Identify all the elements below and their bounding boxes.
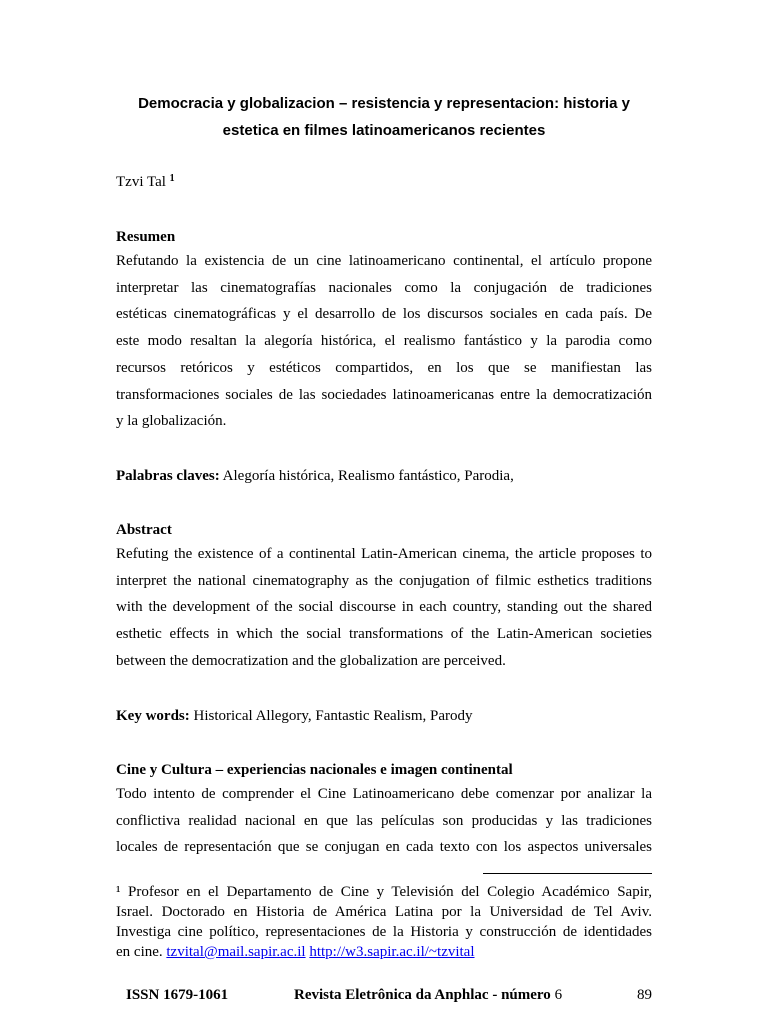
footer-issue-number: 6 xyxy=(550,987,563,1003)
body-line: conflictiva realidad nacional en que las películas son producidas y las tradiciones xyxy=(116,812,652,829)
resumen-line: Refutando la existencia de un cine latinoamericano continental, el artículo propone xyxy=(116,253,652,269)
body-line: Todo intento de comprender el Cine Latinoamericano debe comenzar por analizar la xyxy=(116,786,652,802)
title-line-2: estetica en filmes latinoamericanos recientes xyxy=(222,122,546,139)
article-title xyxy=(100,90,668,144)
footnote-line xyxy=(116,942,652,962)
resumen-section xyxy=(116,227,652,435)
resumen-paragraph xyxy=(116,248,652,435)
abstract-line: with the development of the social discourse in each country, standing out the shared xyxy=(116,599,652,616)
footnote xyxy=(116,882,652,962)
abstract-paragraph xyxy=(116,541,652,675)
abstract-section xyxy=(116,520,652,675)
author-line xyxy=(116,172,175,192)
author-footnote-mark: 1 xyxy=(169,173,175,184)
footer-issn: ISSN 1679-1061 xyxy=(126,987,229,1003)
author-email-link[interactable]: tzvital@mail.sapir.ac.il xyxy=(166,944,306,960)
footnote-separator xyxy=(483,873,652,874)
abstract-line: esthetic effects in which the social transformations of the Latin-American societies xyxy=(116,626,652,643)
resumen-line: y la globalización. xyxy=(116,413,227,430)
resumen-line: transformaciones sociales de las sociedades latinoamericanas entre la democratización xyxy=(116,386,652,403)
palabras-claves-value: Alegoría histórica, Realismo fantástico, Parodia, xyxy=(219,468,514,484)
footer-page-number: 89 xyxy=(637,987,652,1003)
author-website-link[interactable]: http://w3.sapir.ac.il/~tzvital xyxy=(309,944,475,960)
footnote-line xyxy=(116,882,652,902)
resumen-line: estéticas cinematográficas y el desarrollo de los discursos sociales en cada país. De xyxy=(116,306,652,323)
footnote-text: en cine. xyxy=(116,944,167,960)
palabras-claves-label: Palabras claves: xyxy=(116,468,220,484)
footnote-text: Profesor en el Departamento de Cine y Televisión del Colegio Académico Sapir, xyxy=(120,884,652,900)
key-words-value: Historical Allegory, Fantastic Realism, Parody xyxy=(189,708,473,724)
abstract-heading: Abstract xyxy=(116,522,172,538)
key-words xyxy=(116,706,652,726)
resumen-line: interpretar las cinematografías nacionales como la conjugación de tradiciones xyxy=(116,279,652,296)
footnote-line: Investiga cine político, representaciones de la Historia y construcción de identidades xyxy=(116,924,652,940)
footnote-line: Israel. Doctorado en Historia de América Latina por la Universidad de Tel Aviv. xyxy=(116,904,652,920)
footer-journal-name: Revista Eletrônica da Anphlac - número xyxy=(294,987,551,1003)
body-paragraph xyxy=(116,781,652,861)
abstract-line: interpret the national cinematography as the conjugation of filmic esthetics traditions xyxy=(116,572,652,589)
abstract-line: Refuting the existence of a continental Latin-American cinema, the article proposes to xyxy=(116,546,652,562)
palabras-claves xyxy=(116,466,652,486)
section-heading: Cine y Cultura – experiencias nacionales e imagen continental xyxy=(116,762,513,778)
title-line-1: Democracia y globalizacion – resistencia y representacion: historia y xyxy=(138,95,630,112)
abstract-line: between the democratization and the globalization are perceived. xyxy=(116,652,506,669)
body-section xyxy=(116,760,652,861)
page-footer xyxy=(0,985,768,1005)
resumen-line: este modo resaltan la alegoría histórica, el realismo fantástico y la parodia como xyxy=(116,333,652,350)
footnote-mark: ¹ xyxy=(116,884,121,900)
body-line: locales de representación que se conjugan en cada texto con los aspectos universales xyxy=(116,839,652,856)
resumen-heading: Resumen xyxy=(116,229,176,245)
resumen-line: recursos retóricos y estéticos compartidos, en los que se manifiestan las xyxy=(116,359,652,376)
key-words-label: Key words: xyxy=(116,708,190,724)
author-name: Tzvi Tal xyxy=(116,174,166,190)
footer-journal xyxy=(294,985,562,1005)
